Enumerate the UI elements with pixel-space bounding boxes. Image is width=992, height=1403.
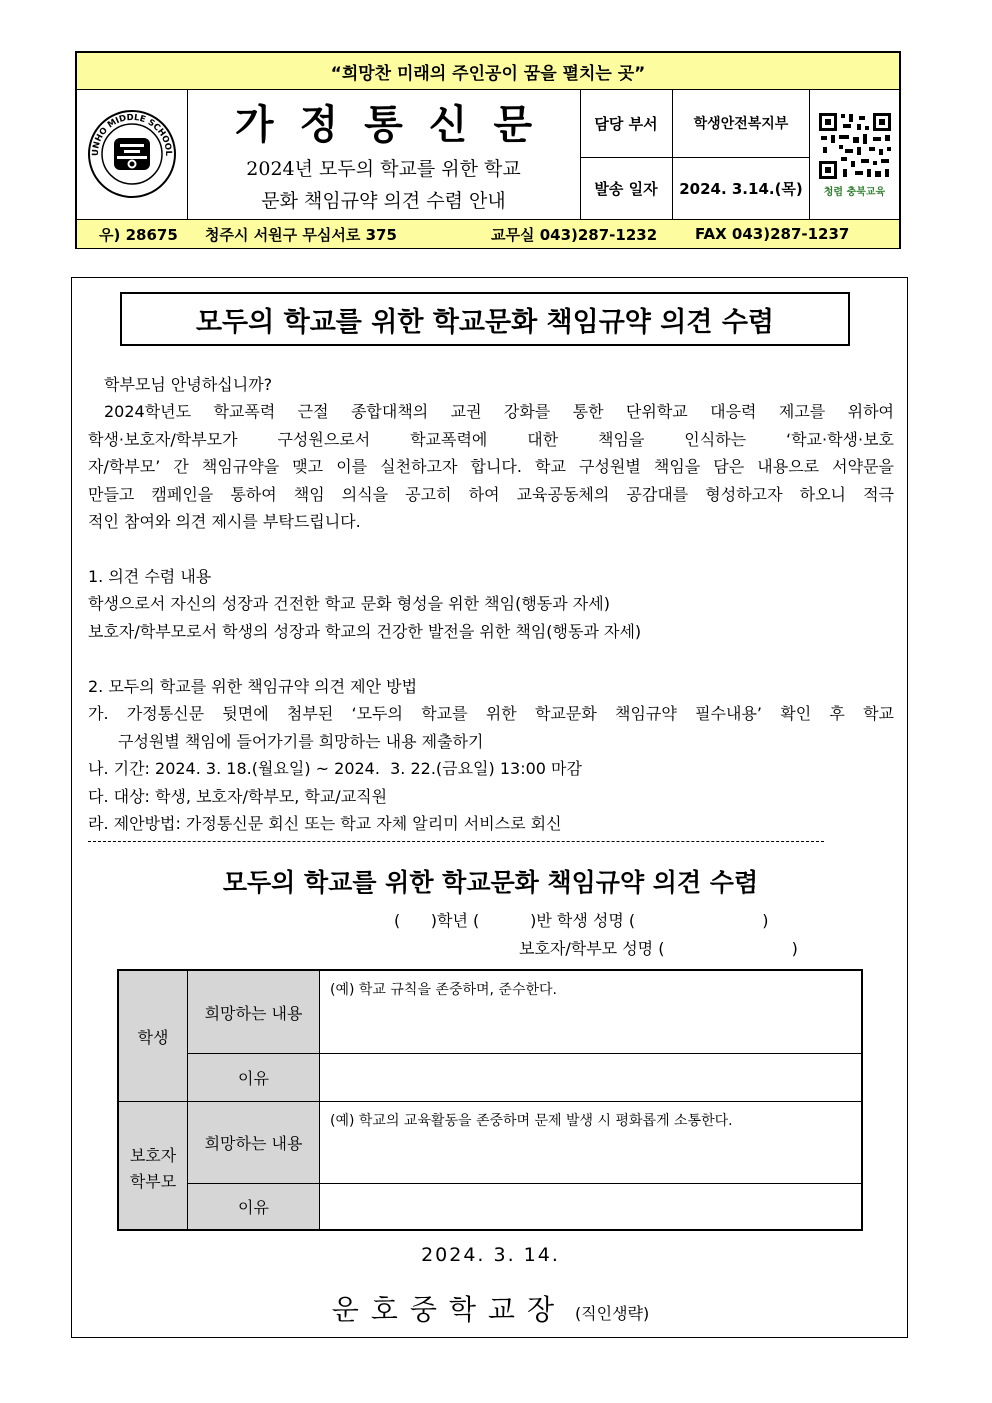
parent-info-line: 보호자/학부모 성명 ( ) (519, 939, 798, 958)
newsletter-title: 가정통신문 (234, 101, 559, 148)
body-line-2: 학생·보호자/학부모가 구성원으로서 학교폭력에 대한 책임을 인식하는 ‘학교·학생·보호 (88, 430, 894, 449)
qr-code-icon (817, 111, 893, 181)
parent-reason-label: 이유 (188, 1184, 320, 1229)
newsletter-header (75, 51, 901, 249)
newsletter-subtitle-line2: 문화 책임규약 의견 수렴 안내 (261, 190, 506, 212)
parent-group-label-line2: 학부모 (129, 1171, 177, 1191)
section1-item-student: 학생으로서 자신의 성장과 건전한 학교 문화 형성을 위한 책임(행동과 자세) (88, 594, 610, 613)
parent-wish-label: 희망하는 내용 (188, 1102, 320, 1184)
student-wish-label: 희망하는 내용 (188, 971, 320, 1054)
postal-code: 우) 28675 (99, 225, 178, 244)
send-date-value: 2024. 3.14.(목) (673, 158, 810, 219)
student-reason-label: 이유 (188, 1054, 320, 1102)
school-logo-cell (77, 89, 188, 219)
section2-item-ga-line2: 구성원별 책임에 들어가기를 희망하는 내용 제출하기 (118, 732, 484, 751)
section2-item-ga-line1: 가. 가정통신문 뒷면에 첨부된 ‘모두의 학교를 위한 학교문화 책임규약 필수내용’ 확인 후 학교 (88, 704, 894, 723)
body-line-3: 자/학부모’ 간 책임규약을 맺고 이를 실천하고자 합니다. 학교 구성원별 책임을 담은 내용으로 서약문을 (88, 457, 894, 476)
office-phone: 교무실 043)287-1232 (491, 225, 658, 244)
greeting: 학부모님 안녕하십니까? (104, 375, 273, 394)
student-info-line: ( )학년 ( )반 학생 성명 ( ) (394, 911, 769, 930)
notice-title: 모두의 학교를 위한 학교문화 책임규약 의견 수렴 (120, 292, 850, 346)
dept-value: 학생안전복지부 (673, 89, 810, 158)
school-motto: “희망찬 미래의 주인공이 꿈을 펼치는 곳” (77, 53, 899, 90)
student-group-label: 학생 (119, 971, 188, 1102)
body-line-4: 만들고 캠페인을 통하여 책임 의식을 공고히 하여 교육공동체의 공감대를 형성하고자 하오니 적극 (88, 485, 894, 504)
qr-caption: 청렴 충북교육 (823, 186, 886, 198)
parent-group-label-line1: 보호자 (129, 1145, 177, 1165)
student-reason-field[interactable] (320, 1054, 861, 1102)
parent-wish-field[interactable]: (예) 학교의 교육활동을 존중하며 문제 발생 시 평화롭게 소통한다. (320, 1102, 861, 1184)
section1-item-parent: 보호자/학부모로서 학생의 성장과 학교의 건강한 발전을 위한 책임(행동과 자세) (88, 622, 642, 641)
principal-signature (72, 1288, 909, 1328)
parent-reason-field[interactable] (320, 1184, 861, 1229)
section2-item-da: 다. 대상: 학생, 보호자/학부모, 학교/교직원 (88, 787, 388, 806)
section2-item-na: 나. 기간: 2024. 3. 18.(월요일) ~ 2024. 3. 22.(금요일) 13:00 마감 (88, 759, 582, 778)
student-wish-field[interactable]: (예) 학교 규칙을 존중하며, 준수한다. (320, 971, 861, 1054)
fax-number: FAX 043)287-1237 (695, 225, 850, 243)
send-date-label: 발송 일자 (580, 158, 673, 219)
issue-date: 2024. 3. 14. (421, 1244, 560, 1266)
notice-body (71, 277, 908, 1338)
address-bar (77, 219, 899, 248)
dept-label: 담당 부서 (580, 89, 673, 158)
parent-group-label (119, 1102, 188, 1229)
title-cell (187, 89, 581, 219)
street-address: 청주시 서원구 무심서로 375 (205, 225, 397, 244)
section1-title: 1. 의견 수렴 내용 (88, 567, 212, 586)
logo-ring-text: UNHO MIDDLE SCHOOL (90, 112, 174, 157)
newsletter-subtitle-line1: 2024년 모두의 학교를 위한 학교 (246, 158, 521, 180)
reply-form-title: 모두의 학교를 위한 학교문화 책임규약 의견 수렴 (222, 868, 759, 897)
body-line-1: 2024학년도 학교폭력 근절 종합대책의 교권 강화를 통한 단위학교 대응력 제고를 위하여 (104, 402, 894, 421)
body-line-5: 적인 참여와 의견 제시를 부탁드립니다. (88, 512, 361, 531)
section2-title: 2. 모두의 학교를 위한 책임규약 의견 제안 방법 (88, 677, 418, 696)
seal-note: (직인생략) (574, 1304, 650, 1323)
qr-cell (810, 89, 899, 219)
cut-line (88, 841, 824, 842)
school-logo (86, 108, 178, 200)
section2-item-ra: 라. 제안방법: 가정통신문 회신 또는 학교 자체 알리미 서비스로 회신 (88, 814, 562, 833)
principal-title: 운호중학교장 (331, 1293, 567, 1326)
response-table (117, 969, 863, 1231)
